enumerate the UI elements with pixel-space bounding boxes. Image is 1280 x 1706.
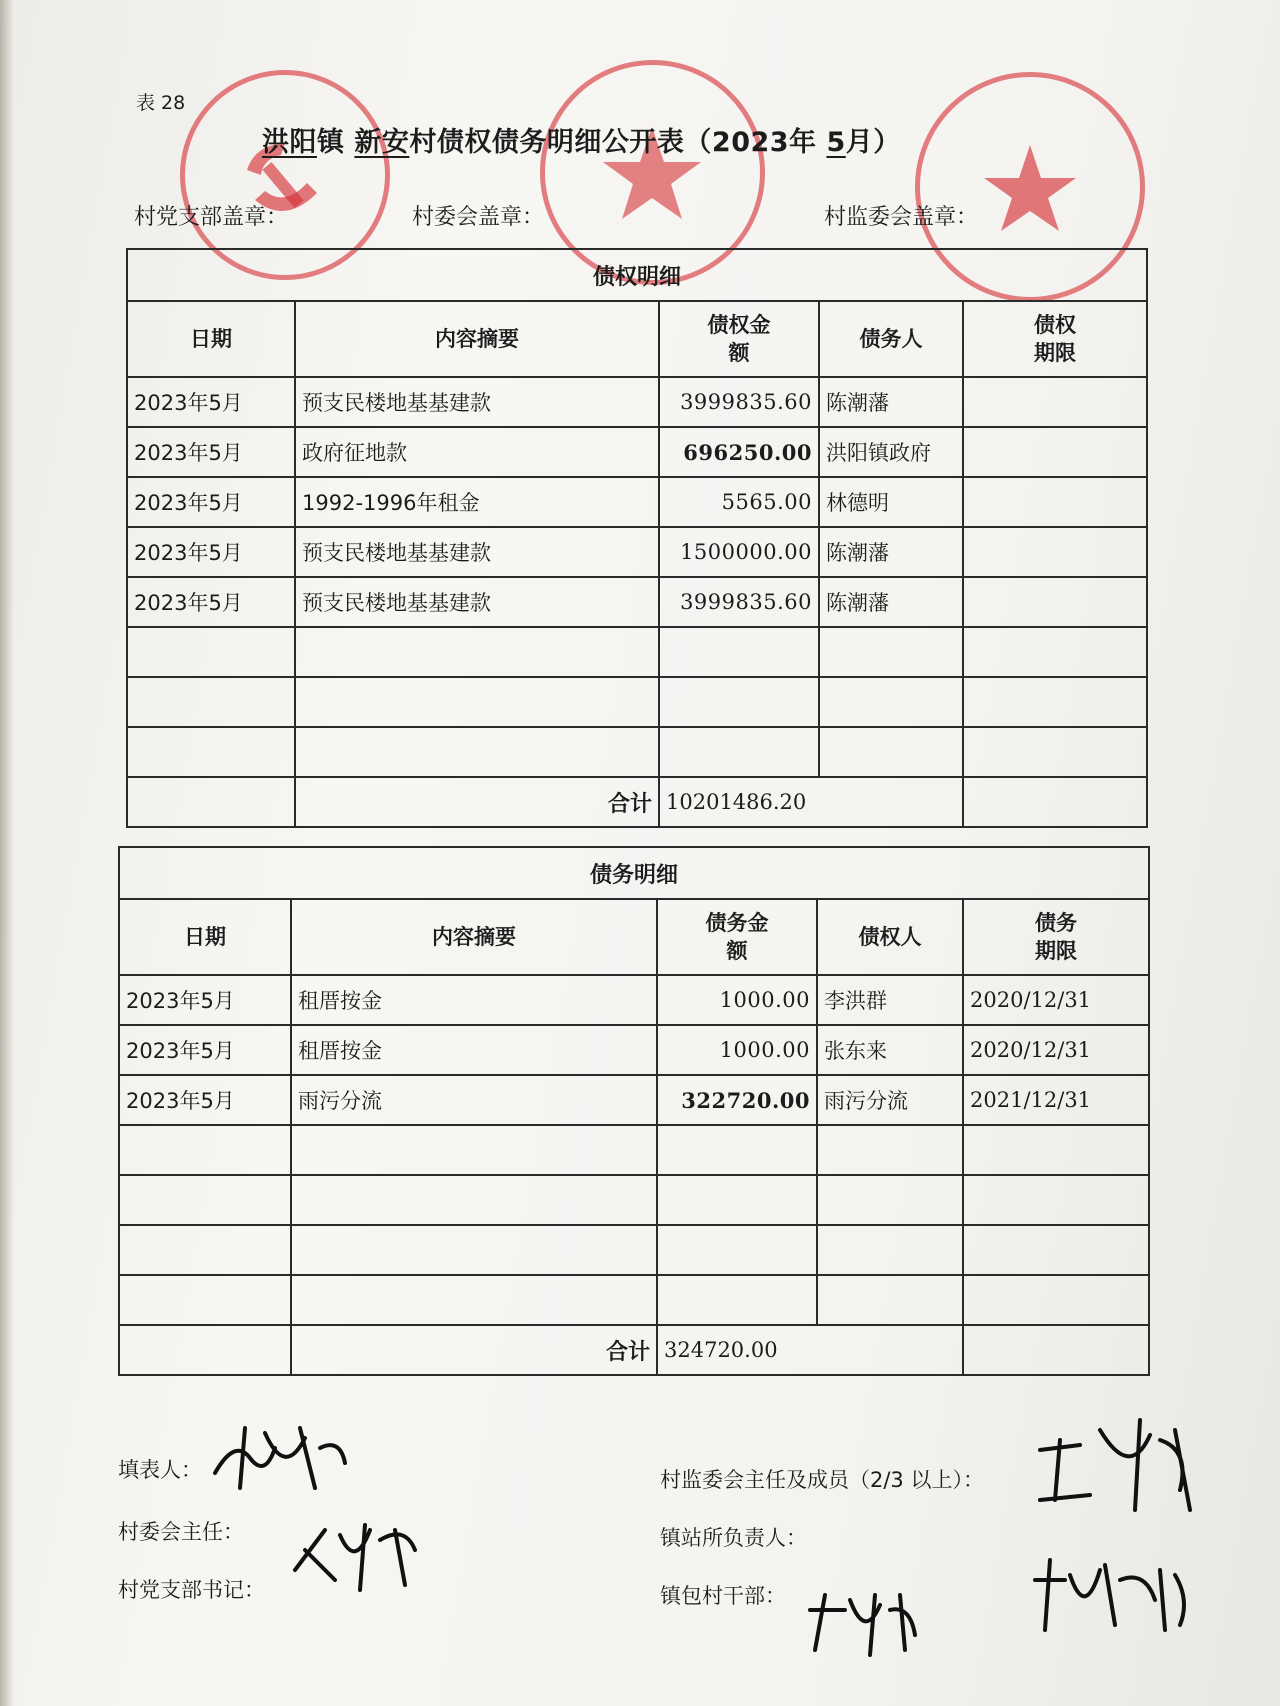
credit-header-term: 债权期限 (963, 301, 1147, 377)
cell-debtor: 陈潮藩 (819, 577, 963, 627)
supervision-seal-label: 村监委会盖章： (824, 205, 979, 230)
cell-summary: 租厝按金 (291, 975, 657, 1025)
cell-term (963, 477, 1147, 527)
credit-header-amount: 债权金额 (659, 301, 819, 377)
credit-header-row (127, 301, 1147, 377)
supervision-members-label: 村监委会主任及成员（2/3 以上）： (660, 1468, 984, 1492)
empty-row (127, 677, 1147, 727)
credit-header-debtor: 债务人 (819, 301, 963, 377)
cell-term (963, 577, 1147, 627)
page-title (262, 120, 901, 159)
table-row (119, 975, 1149, 1025)
title-month: 5 (826, 127, 846, 158)
party-secretary-label: 村党支部书记： (118, 1578, 265, 1602)
table-row (119, 1025, 1149, 1075)
credit-table (126, 248, 1148, 828)
town-station-head-label: 镇站所负责人： (660, 1526, 807, 1550)
preparer-label: 填表人： (118, 1458, 202, 1482)
cell-creditor: 张东来 (817, 1025, 963, 1075)
table-row (127, 527, 1147, 577)
cell-summary: 1992-1996年租金 (295, 477, 659, 527)
credit-total-label: 合计 (295, 777, 659, 827)
cell-term (963, 427, 1147, 477)
cell-term: 2020/12/31 (963, 1025, 1149, 1075)
cell-debtor: 陈潮藩 (819, 527, 963, 577)
title-month-suffix: 月） (845, 127, 901, 158)
cell-debtor: 陈潮藩 (819, 377, 963, 427)
cell-summary: 租厝按金 (291, 1025, 657, 1075)
supervision-signature-2 (1025, 1550, 1195, 1640)
cell-debtor: 洪阳镇政府 (819, 427, 963, 477)
cell-amount: 1000.00 (657, 975, 817, 1025)
cell-amount: 1000.00 (657, 1025, 817, 1075)
credit-section-title: 债权明细 (127, 249, 1147, 301)
credit-header-date: 日期 (127, 301, 295, 377)
debt-table (118, 846, 1150, 1376)
empty-row (127, 727, 1147, 777)
empty-row (127, 627, 1147, 677)
cell-date: 2023年5月 (127, 527, 295, 577)
cell-date: 2023年5月 (127, 477, 295, 527)
cell-summary: 雨污分流 (291, 1075, 657, 1125)
town-cadre-label: 镇包村干部： (660, 1584, 786, 1608)
cell-date: 2023年5月 (127, 577, 295, 627)
cell-summary: 政府征地款 (295, 427, 659, 477)
committee-seal-label: 村委会盖章： (412, 205, 545, 230)
cell-term: 2020/12/31 (963, 975, 1149, 1025)
table-row (127, 427, 1147, 477)
cell-amount: 696250.00 (659, 427, 819, 477)
debt-header-term: 债务期限 (963, 899, 1149, 975)
debt-header-creditor: 债权人 (817, 899, 963, 975)
debt-header-date: 日期 (119, 899, 291, 975)
debt-section-title: 债务明细 (119, 847, 1149, 899)
empty-row (119, 1175, 1149, 1225)
cell-term (963, 377, 1147, 427)
cell-date: 2023年5月 (119, 975, 291, 1025)
party-seal-label: 村党支部盖章： (134, 205, 289, 230)
debt-header-summary: 内容摘要 (291, 899, 657, 975)
empty-row (119, 1125, 1149, 1175)
empty-row (119, 1225, 1149, 1275)
title-main: 村债权债务明细公开表（2023年 (409, 127, 817, 158)
cell-amount: 3999835.60 (659, 377, 819, 427)
debt-header-row (119, 899, 1149, 975)
preparer-signature (205, 1418, 355, 1498)
debt-total-value: 324720.00 (657, 1325, 963, 1375)
cell-creditor: 雨污分流 (817, 1075, 963, 1125)
cell-term: 2021/12/31 (963, 1075, 1149, 1125)
title-village: 新安 (354, 127, 410, 158)
form-number: 表 28 (136, 92, 186, 114)
cell-date: 2023年5月 (127, 377, 295, 427)
town-cadre-signature (800, 1580, 930, 1660)
village-director-signature (285, 1510, 435, 1600)
title-town-suffix: 镇 (317, 127, 345, 158)
debt-header-amount: 债务金额 (657, 899, 817, 975)
table-row (127, 477, 1147, 527)
village-director-label: 村委会主任： (118, 1520, 244, 1544)
empty-row (119, 1275, 1149, 1325)
cell-term (963, 527, 1147, 577)
cell-creditor: 李洪群 (817, 975, 963, 1025)
cell-summary: 预支民楼地基基建款 (295, 377, 659, 427)
table-row (127, 377, 1147, 427)
cell-date: 2023年5月 (127, 427, 295, 477)
cell-amount: 1500000.00 (659, 527, 819, 577)
page-edge-shadow (0, 0, 14, 1706)
cell-amount: 3999835.60 (659, 577, 819, 627)
table-row (127, 577, 1147, 627)
title-town: 洪阳 (262, 127, 317, 158)
cell-amount: 322720.00 (657, 1075, 817, 1125)
supervision-signature-1 (1030, 1410, 1210, 1520)
debt-total-row (119, 1325, 1149, 1375)
cell-date: 2023年5月 (119, 1025, 291, 1075)
credit-total-row (127, 777, 1147, 827)
table-row (119, 1075, 1149, 1125)
credit-total-value: 10201486.20 (659, 777, 963, 827)
cell-debtor: 林德明 (819, 477, 963, 527)
cell-summary: 预支民楼地基基建款 (295, 577, 659, 627)
debt-total-label: 合计 (291, 1325, 657, 1375)
credit-header-summary: 内容摘要 (295, 301, 659, 377)
cell-summary: 预支民楼地基基建款 (295, 527, 659, 577)
cell-date: 2023年5月 (119, 1075, 291, 1125)
cell-amount: 5565.00 (659, 477, 819, 527)
